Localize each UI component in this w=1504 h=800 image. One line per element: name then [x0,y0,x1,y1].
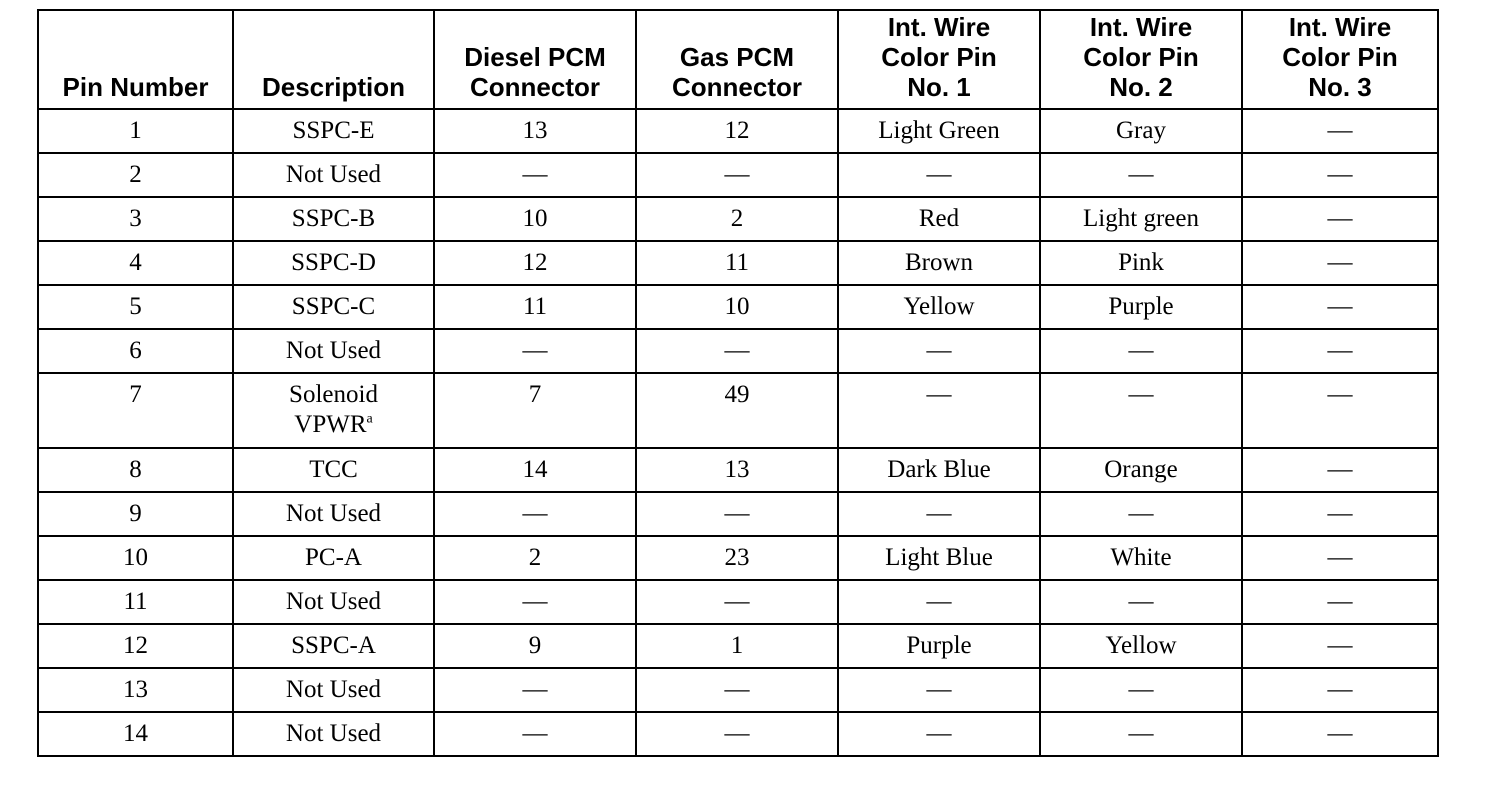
description-cell [233,624,434,668]
cell-text: — [1327,161,1353,188]
cell-text: 14 [522,456,548,483]
diesel-pcm-cell [434,624,636,668]
cell-text: — [1327,205,1353,232]
cell-text: 7 [528,381,542,408]
gas-pcm-cell [636,285,838,329]
wire-color-1-cell [838,285,1040,329]
wire-color-1-cell [838,712,1040,756]
cell-text: Not Used [285,676,382,703]
pin-number-cell [38,197,233,241]
cell-text: SSPC-E [292,117,375,144]
description-header [233,10,434,109]
diesel-pcm-cell [434,492,636,536]
cell-text: TCC [309,456,358,483]
table-row [38,109,1438,153]
wire-color-3-cell [1242,373,1438,448]
diesel-pcm-connector-header [434,10,636,109]
cell-text: — [1327,117,1353,144]
header-text: Connector [470,72,600,102]
cell-text: 12 [123,632,148,659]
wire-color-3-cell [1242,109,1438,153]
description-cell [233,329,434,373]
cell-text: 8 [129,456,142,483]
wire-color-1-cell [838,624,1040,668]
cell-text: SSPC-A [291,632,376,659]
cell-text: 12 [522,249,548,276]
cell-text: 12 [724,117,750,144]
cell-text: 14 [123,720,148,747]
pin-number-cell [38,712,233,756]
wire-color-2-cell [1040,712,1242,756]
wire-color-1-cell [838,109,1040,153]
table-row [38,668,1438,712]
cell-text: — [724,337,750,364]
cell-text: — [1327,720,1353,747]
cell-text: 1 [730,632,744,659]
wire-color-2-cell [1040,109,1242,153]
diesel-pcm-cell [434,197,636,241]
cell-text: Gray [1116,117,1166,144]
cell-text: 13 [724,456,750,483]
diesel-pcm-cell [434,536,636,580]
wire-color-2-cell [1040,668,1242,712]
description-cell [233,285,434,329]
gas-pcm-cell [636,448,838,492]
cell-text: — [926,337,952,364]
wire-color-3-cell [1242,536,1438,580]
cell-text: — [926,381,952,408]
cell-text: — [724,720,750,747]
header-text: Color Pin [881,42,997,72]
cell-text: — [1327,676,1353,703]
cell-text: 23 [724,544,750,571]
cell-text: — [1327,588,1353,615]
cell-text: — [1128,588,1154,615]
diesel-pcm-cell [434,329,636,373]
wire-color-2-cell [1040,536,1242,580]
description-cell [233,153,434,197]
table-row [38,153,1438,197]
description-cell [233,712,434,756]
wire-color-2-cell [1040,329,1242,373]
wire-color-1-cell [838,580,1040,624]
cell-text: — [1128,500,1154,527]
cell-text: — [522,720,548,747]
description-cell [233,448,434,492]
pin-number-header [38,10,233,109]
cell-text: 11 [123,588,148,615]
gas-pcm-cell [636,109,838,153]
wire-color-3-cell [1242,197,1438,241]
wire-color-1-cell [838,197,1040,241]
cell-text: 3 [129,205,142,232]
cell-text: — [1128,381,1154,408]
gas-pcm-connector-header [636,10,838,109]
footnote-marker: a [366,411,373,427]
cell-text: — [724,500,750,527]
header-text: Description [261,72,406,102]
cell-text: SSPC-B [291,205,376,232]
header-text: Color Pin [1282,42,1398,72]
wire-color-1-cell [838,241,1040,285]
description-cell [233,536,434,580]
table-row [38,492,1438,536]
diesel-pcm-cell [434,373,636,448]
wire-color-3-cell [1242,580,1438,624]
cell-text: — [522,588,548,615]
wire-color-2-cell [1040,153,1242,197]
cell-text: — [1327,544,1353,571]
header-text: Gas PCM [679,42,795,72]
cell-text: Not Used [285,588,382,615]
int-wire-color-pin-1-header [838,10,1040,109]
cell-text: — [1327,632,1353,659]
gas-pcm-cell [636,492,838,536]
wire-color-2-cell [1040,624,1242,668]
wire-color-1-cell [838,153,1040,197]
table-row [38,448,1438,492]
int-wire-color-pin-3-header [1242,10,1438,109]
gas-pcm-cell [636,197,838,241]
cell-text: SSPC-D [291,249,376,276]
pin-number-cell [38,285,233,329]
pin-number-cell [38,329,233,373]
cell-text: — [1128,720,1154,747]
cell-text: Yellow [1105,632,1177,659]
table-row [38,329,1438,373]
cell-text: 10 [522,205,548,232]
wire-color-1-cell [838,329,1040,373]
cell-text: 11 [724,249,750,276]
diesel-pcm-cell [434,153,636,197]
header-text: Int. Wire [1089,12,1193,42]
cell-text: — [522,161,548,188]
diesel-pcm-cell [434,109,636,153]
cell-text: — [724,588,750,615]
wire-color-3-cell [1242,668,1438,712]
wire-color-2-cell [1040,285,1242,329]
wire-color-3-cell [1242,241,1438,285]
cell-text: — [926,720,952,747]
wire-color-1-cell [838,668,1040,712]
cell-text: Not Used [285,500,382,527]
cell-text: Orange [1104,456,1178,483]
description-cell [233,109,434,153]
diesel-pcm-cell [434,285,636,329]
cell-text: — [926,161,952,188]
cell-text: Not Used [285,161,382,188]
wire-color-2-cell [1040,373,1242,448]
gas-pcm-cell [636,329,838,373]
pin-number-cell [38,373,233,448]
cell-text: — [1327,293,1353,320]
pin-number-cell [38,448,233,492]
wire-color-2-cell [1040,241,1242,285]
wire-color-2-cell [1040,448,1242,492]
cell-text: 9 [528,632,542,659]
table-row [38,624,1438,668]
description-cell [233,668,434,712]
pin-number-cell [38,580,233,624]
cell-text: Light green [1083,205,1199,232]
cell-text: 10 [724,293,750,320]
description-text: VPWR [294,411,367,438]
cell-text: White [1110,544,1172,571]
cell-text: — [926,500,952,527]
table-row [38,241,1438,285]
cell-text: PC-A [305,544,362,571]
cell-text: Not Used [285,337,382,364]
cell-text: Purple [906,632,972,659]
cell-text: Yellow [903,293,975,320]
wire-color-1-cell [838,373,1040,448]
pin-number-cell [38,492,233,536]
cell-text: Red [918,205,960,232]
description-cell [233,492,434,536]
description-cell [233,373,434,448]
cell-text: Purple [1108,293,1174,320]
cell-text: 1 [129,117,142,144]
description-line: Solenoid [289,381,378,408]
gas-pcm-cell [636,712,838,756]
cell-text: 10 [123,544,148,571]
table-row [38,373,1438,448]
cell-text: — [522,500,548,527]
pin-number-cell [38,668,233,712]
header-text: Pin Number [62,72,209,102]
table-row [38,712,1438,756]
cell-text: SSPC-C [291,293,376,320]
description-cell [233,197,434,241]
wire-color-3-cell [1242,285,1438,329]
cell-text: 9 [129,500,142,527]
gas-pcm-cell [636,153,838,197]
cell-text: 11 [522,293,548,320]
wire-color-3-cell [1242,492,1438,536]
cell-text: — [522,337,548,364]
document-page [37,9,1439,757]
pin-number-cell [38,624,233,668]
table-row [38,285,1438,329]
cell-text: — [724,676,750,703]
cell-text: — [1327,249,1353,276]
header-text: Color Pin [1083,42,1199,72]
cell-text: Light Green [878,117,1000,144]
cell-text: — [1128,337,1154,364]
header-text: Connector [672,72,802,102]
table-row [38,580,1438,624]
cell-text: 7 [129,381,142,408]
cell-text: 13 [123,676,148,703]
pin-number-cell [38,241,233,285]
cell-text: — [1327,381,1353,408]
wire-color-3-cell [1242,329,1438,373]
table-row [38,197,1438,241]
wire-color-3-cell [1242,624,1438,668]
wire-color-2-cell [1040,197,1242,241]
pin-number-cell [38,109,233,153]
pin-table [37,9,1439,757]
diesel-pcm-cell [434,668,636,712]
cell-text: 13 [522,117,548,144]
description-cell [233,241,434,285]
table-row [38,536,1438,580]
cell-text: Brown [904,249,974,276]
cell-text: Not Used [285,720,382,747]
gas-pcm-cell [636,536,838,580]
cell-text: 2 [528,544,542,571]
cell-text: 4 [129,249,142,276]
cell-text: — [1327,500,1353,527]
cell-text: — [1327,337,1353,364]
wire-color-3-cell [1242,448,1438,492]
gas-pcm-cell [636,668,838,712]
description-cell [233,580,434,624]
wire-color-3-cell [1242,712,1438,756]
table-body [38,109,1438,756]
gas-pcm-cell [636,624,838,668]
cell-text: — [522,676,548,703]
cell-text: Light Blue [885,544,993,571]
cell-text: — [926,676,952,703]
header-row [38,10,1438,109]
cell-text: — [926,588,952,615]
cell-text: Dark Blue [887,456,991,483]
cell-text: 2 [129,161,142,188]
wire-color-1-cell [838,492,1040,536]
cell-text: Pink [1118,249,1164,276]
wire-color-2-cell [1040,492,1242,536]
diesel-pcm-cell [434,241,636,285]
pin-number-cell [38,153,233,197]
gas-pcm-cell [636,373,838,448]
header-text: Int. Wire [1288,12,1392,42]
wire-color-2-cell [1040,580,1242,624]
wire-color-1-cell [838,536,1040,580]
diesel-pcm-cell [434,580,636,624]
int-wire-color-pin-2-header [1040,10,1242,109]
header-text: No. 3 [1308,72,1372,102]
cell-text: 49 [724,381,750,408]
gas-pcm-cell [636,580,838,624]
cell-text: 2 [730,205,744,232]
cell-text: 6 [129,337,142,364]
cell-text: — [1327,456,1353,483]
header-text: No. 1 [907,72,971,102]
wire-color-3-cell [1242,153,1438,197]
cell-text: 5 [129,293,142,320]
cell-text: — [1128,676,1154,703]
header-text: No. 2 [1109,72,1173,102]
pin-number-cell [38,536,233,580]
description-line [234,410,433,440]
header-text: Diesel PCM [464,42,606,72]
diesel-pcm-cell [434,448,636,492]
cell-text: — [724,161,750,188]
diesel-pcm-cell [434,712,636,756]
gas-pcm-cell [636,241,838,285]
cell-text: — [1128,161,1154,188]
header-text: Int. Wire [887,12,991,42]
wire-color-1-cell [838,448,1040,492]
